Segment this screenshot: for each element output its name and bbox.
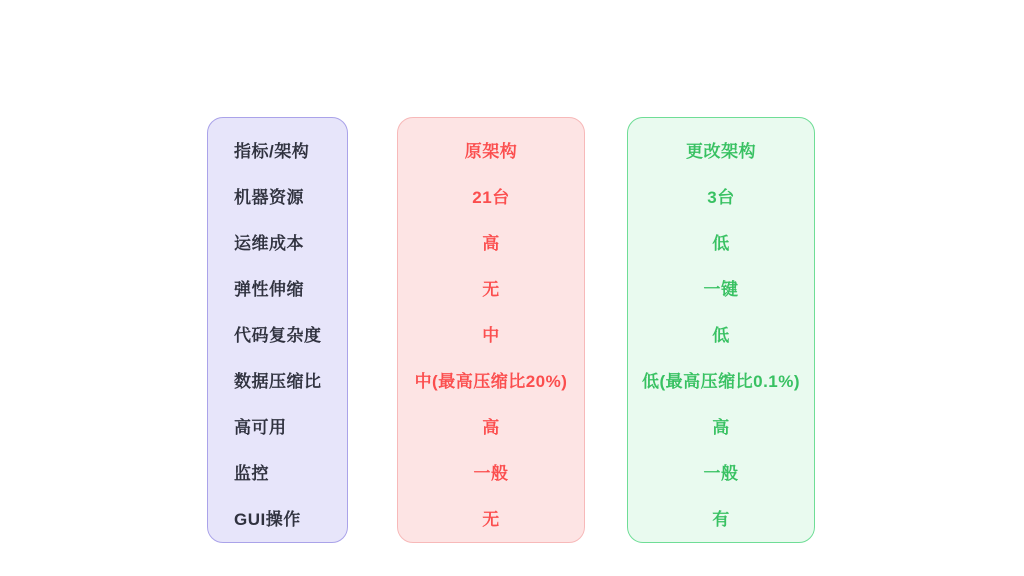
- changed-cell-7: 有: [712, 509, 730, 529]
- original-cell-7: 无: [482, 509, 500, 529]
- changed-cell-5: 高: [712, 417, 730, 437]
- metrics-cell-1: 运维成本: [234, 233, 304, 253]
- metrics-cell-3: 代码复杂度: [234, 325, 322, 345]
- metrics-cell-4: 数据压缩比: [234, 371, 322, 391]
- changed-cell-4: 低(最高压缩比0.1%): [641, 371, 801, 391]
- metrics-column-header: 指标/架构: [234, 141, 310, 161]
- changed-column-header: 更改架构: [686, 141, 756, 161]
- metrics-cell-5: 高可用: [234, 417, 287, 437]
- changed-cell-0: 3台: [707, 187, 735, 207]
- original-cell-0: 21台: [472, 187, 510, 207]
- original-architecture-card: [397, 117, 585, 543]
- metrics-cell-7: GUI操作: [234, 509, 301, 529]
- original-cell-5: 高: [482, 417, 500, 437]
- original-cell-3: 中: [482, 325, 500, 345]
- changed-architecture-card: [627, 117, 815, 543]
- original-column-header: 原架构: [464, 141, 518, 161]
- changed-cell-6: 一般: [703, 463, 739, 483]
- metrics-cell-0: 机器资源: [234, 187, 304, 207]
- changed-cell-3: 低: [712, 325, 730, 345]
- metrics-column-card: [207, 117, 348, 543]
- metrics-cell-6: 监控: [234, 463, 269, 483]
- changed-cell-1: 低: [712, 233, 730, 253]
- original-cell-6: 一般: [473, 463, 509, 483]
- original-cell-4: 中(最高压缩比20%): [414, 371, 568, 391]
- original-cell-2: 无: [482, 279, 500, 299]
- metrics-cell-2: 弹性伸缩: [234, 279, 304, 299]
- original-cell-1: 高: [482, 233, 500, 253]
- changed-cell-2: 一键: [703, 279, 739, 299]
